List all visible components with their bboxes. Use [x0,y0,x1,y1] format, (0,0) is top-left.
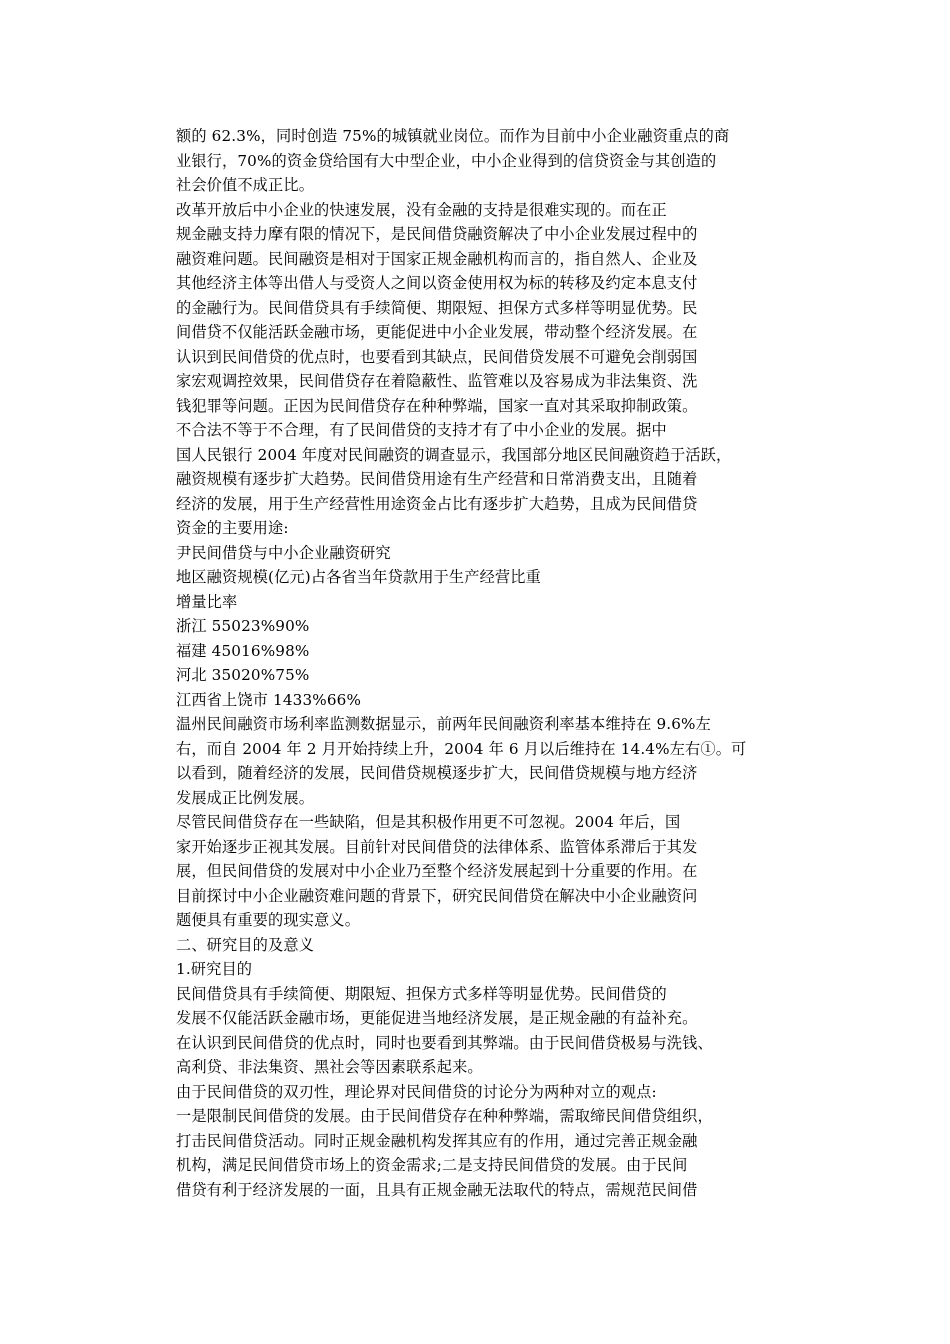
text-line: 二、研究目的及意义 [176,935,315,954]
text-line: 资金的主要用途: [176,519,289,537]
text-line: 河北 35020%75% [176,666,310,684]
text-line: 其他经济主体等出借人与受资人之间以资金使用权为标的转移及约定本息支付 [176,274,698,292]
text-line: 尽管民间借贷存在一些缺陷，但是其积极作用更不可忽视。2004 年后，国 [176,813,681,831]
text-line: 业银行，70%的资金贷给国有大中型企业，中小企业得到的信贷资金与其创造的 [176,151,717,170]
text-line: 经济的发展，用于生产经营性用途资金占比有逐步扩大趋势，且成为民间借贷 [176,494,698,513]
document-page [176,124,776,1202]
text-line: 浙江 55023%90% [176,617,310,635]
text-line: 题便具有重要的现实意义。 [176,911,361,929]
text-line: 江西省上饶市 1433%66% [176,690,362,709]
text-line: 改革开放后中小企业的快速发展，没有金融的支持是很难实现的。而在正 [176,200,667,219]
text-line: 尹民间借贷与中小企业融资研究 [176,543,391,562]
text-line: 一是限制民间借贷的发展。由于民间借贷存在种种弊端，需取缔民间借贷组织， [176,1107,713,1125]
text-line: 间借贷不仅能活跃金融市场，更能促进中小企业发展，带动整个经济发展。在 [176,323,698,341]
text-line: 融资难问题。民间融资是相对于国家正规金融机构而言的，指自然人、企业及 [176,249,698,268]
text-line: 目前探讨中小企业融资难问题的背景下，研究民间借贷在解决中小企业融资问 [176,886,698,905]
text-line: 发展不仅能活跃金融市场，更能促进当地经济发展，是正规金融的有益补充。 [176,1009,698,1027]
text-line: 福建 45016%98% [176,641,310,660]
text-line: 1.研究目的 [176,960,253,978]
text-line: 由于民间借贷的双刃性，理论界对民间借贷的讨论分为两种对立的观点: [176,1082,657,1101]
text-line: 国人民银行 2004 年度对民间融资的调查显示，我国部分地区民间融资趋于活跃， [176,445,732,464]
text-line: 打击民间借贷活动。同时正规金融机构发挥其应有的作用，通过完善正规金融 [176,1131,698,1150]
text-line: 在认识到民间借贷的优点时，同时也要看到其弊端。由于民间借贷极易与洗钱、 [176,1033,713,1052]
text-line: 家宏观调控效果，民间借贷存在着隐蔽性、监管难以及容易成为非法集资、洗 [176,372,698,390]
text-line: 高利贷、非法集资、黑社会等因素联系起来。 [176,1058,483,1076]
text-line: 钱犯罪等问题。正因为民间借贷存在种种弊端，国家一直对其采取抑制政策。 [176,396,698,415]
text-line: 机构，满足民间借贷市场上的资金需求;二是支持民间借贷的发展。由于民间 [176,1156,688,1174]
text-line: 温州民间融资市场利率监测数据显示，前两年民间融资利率基本维持在 9.6%左 [176,715,711,733]
text-line: 不合法不等于不合理，有了民间借贷的支持才有了中小企业的发展。据中 [176,421,667,439]
text-line: 借贷有利于经济发展的一面，且具有正规金融无法取代的特点，需规范民间借 [176,1180,698,1199]
text-line: 展，但民间借贷的发展对中小企业乃至整个经济发展起到十分重要的作用。在 [176,862,698,880]
text-line: 增量比率 [176,592,238,611]
text-line: 以看到，随着经济的发展，民间借贷规模逐步扩大，民间借贷规模与地方经济 [176,764,698,782]
text-line: 认识到民间借贷的优点时，也要看到其缺点，民间借贷发展不可避免会削弱国 [176,347,698,366]
text-line: 右，而自 2004 年 2 月开始持续上升，2004 年 6 月以后维持在 14.4%左右①。可 [176,739,747,758]
text-line: 地区融资规模(亿元)占各省当年贷款用于生产经营比重 [176,568,541,586]
text-line: 家开始逐步正视其发展。目前针对民间借贷的法律体系、监管体系滞后于其发 [176,837,698,856]
text-line: 社会价值不成正比。 [176,176,315,194]
text-line: 发展成正比例发展。 [176,788,315,807]
text-line: 民间借贷具有手续简便、期限短、担保方式多样等明显优势。民间借贷的 [176,984,667,1003]
text-line: 规金融支持力摩有限的情况下，是民间借贷融资解决了中小企业发展过程中的 [176,225,698,243]
text-line: 融资规模有逐步扩大趋势。民间借贷用途有生产经营和日常消费支出，且随着 [176,470,698,488]
text-line: 的金融行为。民间借贷具有手续简便、期限短、担保方式多样等明显优势。民 [176,298,698,317]
text-line: 额的 62.3%，同时创造 75%的城镇就业岗位。而作为目前中小企业融资重点的商 [176,127,730,145]
